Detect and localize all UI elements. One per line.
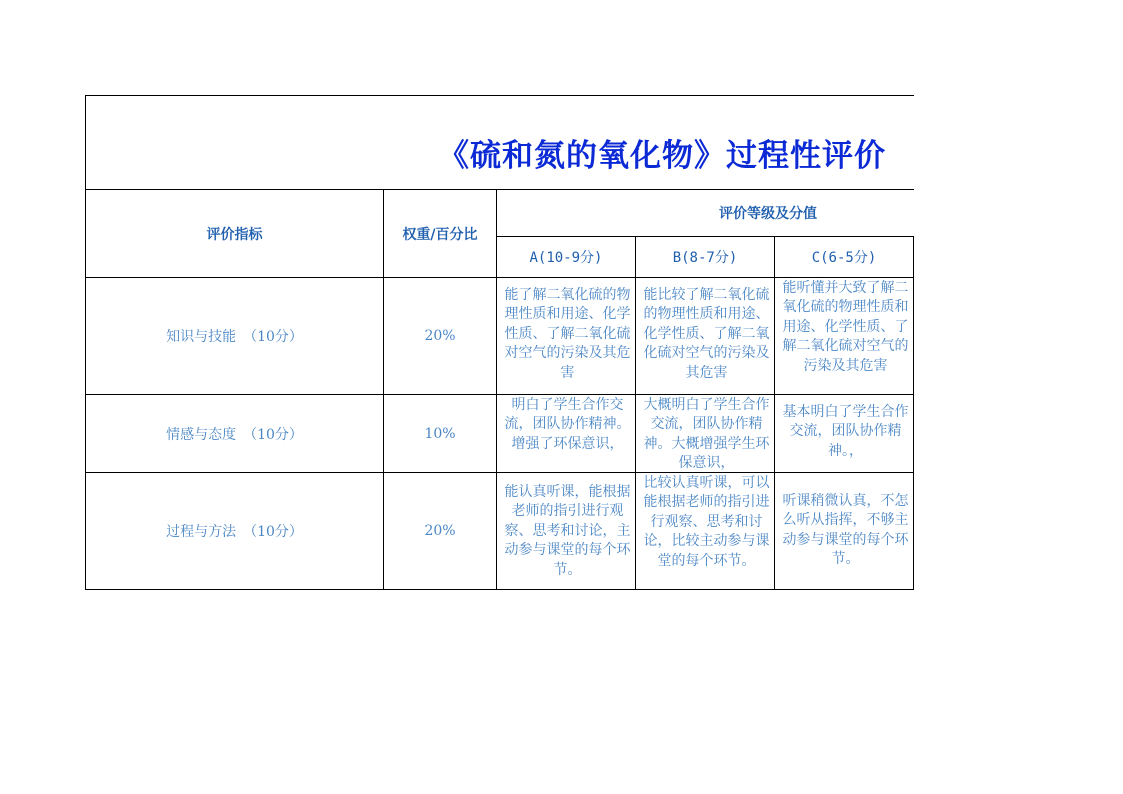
- page-title: 《硫和氮的氧化物》过程性评价: [438, 138, 886, 174]
- row2-weight[interactable]: 10%: [384, 395, 497, 473]
- evaluation-table: [85, 95, 914, 591]
- header-indicator[interactable]: 评价指标: [85, 190, 384, 278]
- row1-grade-c[interactable]: 能听懂并大致了解二氧化硫的物理性质和用途、化学性质、了解二氧化硫对空气的污染及其危害: [775, 278, 914, 395]
- row1-grade-a[interactable]: 能了解二氧化硫的物理性质和用途、化学性质、了解二氧化硫对空气的污染及其危害: [497, 278, 636, 395]
- row3-indicator[interactable]: 过程与方法 （10分）: [85, 473, 384, 590]
- header-grade-group-label: 评价等级及分值: [719, 206, 817, 222]
- row3-grade-a[interactable]: 能认真听课，能根据老师的指引进行观察、思考和讨论，主动参与课堂的每个环节。: [497, 473, 636, 590]
- row1-weight[interactable]: 20%: [384, 278, 497, 395]
- header-weight[interactable]: 权重/百分比: [384, 190, 497, 278]
- row2-grade-a[interactable]: 明白了学生合作交流，团队协作精神。增强了环保意识，: [497, 395, 636, 473]
- header-grade-group[interactable]: [497, 190, 914, 237]
- row3-grade-c[interactable]: 听课稍微认真，不怎么听从指挥，不够主动参与课堂的每个环节。: [775, 473, 914, 590]
- row3-weight[interactable]: 20%: [384, 473, 497, 590]
- row1-grade-b[interactable]: 能比较了解二氧化硫的物理性质和用途、化学性质、了解二氧化硫对空气的污染及其危害: [636, 278, 775, 395]
- header-grade-c[interactable]: C(6-5分): [775, 237, 914, 278]
- row2-indicator[interactable]: 情感与态度 （10分）: [85, 395, 384, 473]
- header-grade-b[interactable]: B(8-7分): [636, 237, 775, 278]
- row1-indicator[interactable]: 知识与技能 （10分）: [85, 278, 384, 395]
- row2-grade-c[interactable]: 基本明白了学生合作交流，团队协作精神。，: [775, 395, 914, 473]
- sheet-title-cell[interactable]: [85, 95, 914, 190]
- row2-grade-b[interactable]: 大概明白了学生合作交流，团队协作精神。大概增强学生环保意识，: [636, 395, 775, 473]
- header-grade-a[interactable]: A(10-9分): [497, 237, 636, 278]
- row3-grade-b[interactable]: 比较认真听课，可以能根据老师的指引进行观察、思考和讨论，比较主动参与课堂的每个环节。: [636, 473, 775, 590]
